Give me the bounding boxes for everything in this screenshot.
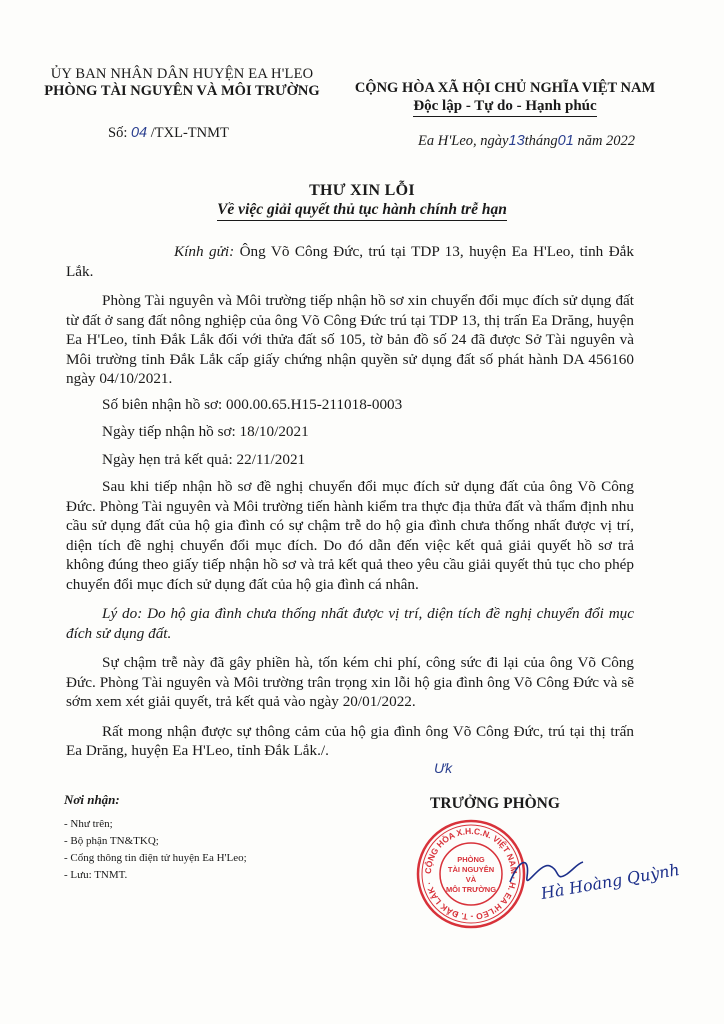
signer-name: Hà Hoàng Quỳnh [539, 859, 681, 904]
date-suffix: năm 2022 [573, 133, 636, 149]
paragraph-process: Sau khi tiếp nhận hồ sơ đề nghị chuyển đổi mục đích sử dụng đất của ông Võ Công Đức. Phòng Tài nguyên và Môi trường tiến hành kiểm tra thực địa thửa đất và thẩm định nhu cầu sử dụng đất của hộ gia đình có sự chậm trễ do hộ gia đình chưa thống nhất được vị trí, diện tích đề nghị chuyển đổi mục đích. Do đó dẫn đến việc kết quả giải quyết hồ sơ trả không đúng theo giấy tiếp nhận hồ sơ và trả kết quả theo yêu cầu giải quyết thủ tục cho phép chuyển đổi mục đích sử dụng đất của hộ gia đình cá nhân. [66, 478, 634, 593]
date-day-handwritten: 13 [508, 133, 525, 149]
agency-name: PHÒNG TÀI NGUYÊN VÀ MÔI TRƯỜNG [44, 83, 320, 99]
national-motto [340, 80, 670, 117]
paragraph-closing: Rất mong nhận được sự thông cảm của hộ gia đình ông Võ Công Đức, trú tại thị trấn Ea Drăng, huyện Ea H'Leo, tỉnh Đắk Lắk./. [66, 722, 634, 759]
motto: Độc lập - Tự do - Hạnh phúc [413, 98, 596, 117]
paragraph-due-date: Ngày hẹn trả kết quả: 22/11/2021 [102, 450, 306, 468]
letter-body [66, 242, 634, 761]
date-month-handwritten: 01 [557, 133, 574, 149]
recipient-item: - Lưu: TNMT. [64, 869, 128, 881]
seal-center-line: TÀI NGUYÊN [447, 865, 495, 874]
date-mid: tháng [524, 133, 558, 149]
paragraph-receipt-number: Số biên nhận hồ sơ: 000.00.65.H15-211018-0003 [102, 395, 403, 413]
paragraph-receipt: Phòng Tài nguyên và Môi trường tiếp nhận hồ sơ xin chuyển đổi mục đích sử dụng đất từ đất ở sang đất nông nghiệp của ông Võ Công Đức trú tại TDP 13, thị trấn Ea Drăng, huyện Ea H'Leo, tỉnh Đắk Lắk đối với thửa đất số 105, tờ bản đồ số 24 đã được Sở Tài nguyên và Môi trường tỉnh Đắk Lắk cấp giấy chứng nhận quyền sử dụng đất số phát hành DA 456160 ngày 04/10/2021. [66, 292, 634, 387]
document-number-handwritten: 04 [130, 125, 148, 141]
signature-block [400, 795, 590, 813]
country-name: CỘNG HÒA XÃ HỘI CHỦ NGHĨA VIỆT NAM [354, 80, 656, 96]
paragraph-apology: Sự chậm trễ này đã gây phiền hà, tốn kém chi phí, công sức đi lại của ông Võ Công Đức. Phòng Tài nguyên và Môi trường trân trọng xin lỗi hộ gia đình ông Võ Công Đức và sẽ sớm xem xét giải quyết, trả kết quả vào ngày 20/01/2022. [66, 654, 634, 710]
handwritten-initial: Ưk [434, 760, 453, 776]
date-prefix: Ea H'Leo, ngày [418, 133, 509, 149]
addressee [66, 242, 634, 281]
recipients-heading: Nơi nhận: [64, 792, 120, 807]
issuing-agency [22, 66, 342, 100]
recipient-item: - Như trên; [64, 818, 113, 830]
addressee-label: Kính gửi: [174, 243, 240, 260]
seal-center-line: VÀ [465, 875, 477, 884]
subtitle-text: Về việc giải quyết thủ tục hành chính trễ hạn [217, 201, 507, 221]
document-number-suffix: /TXL-TNMT [147, 125, 229, 141]
seal-ring-text: CỘNG HÒA X.H.C.N. VIỆT NAM · H. EA H'LEO - T. ĐẮK LẮK · [422, 825, 520, 923]
recipients-list [64, 816, 247, 884]
document-title: THƯ XIN LỖI [309, 182, 415, 199]
signer-role: TRƯỞNG PHÒNG [430, 795, 560, 812]
seal-center-line: MÔI TRƯỜNG [445, 885, 497, 894]
document-number-prefix: Số: [108, 125, 131, 141]
recipients-block [64, 792, 247, 884]
paragraph-reason: Lý do: Do hộ gia đình chưa thống nhất được vị trí, diện tích đề nghị chuyển đổi mục đích sử dụng đất. [66, 605, 634, 642]
document-date [418, 133, 635, 150]
agency-parent: ỦY BAN NHÂN DÂN HUYỆN EA H'LEO [50, 66, 314, 82]
document-number [108, 125, 229, 142]
seal-center-line: PHÒNG [457, 855, 485, 864]
recipient-item: - Cổng thông tin điện tử huyện Ea H'Leo; [64, 852, 247, 864]
recipient-item: - Bộ phận TN&TKQ; [64, 835, 159, 847]
document-subtitle [0, 201, 724, 221]
paragraph-receipt-date: Ngày tiếp nhận hồ sơ: 18/10/2021 [102, 423, 309, 440]
addressee-text: Ông Võ Công Đức, trú tại TDP 13, huyện Ea H'Leo, tỉnh Đắk Lắk. [66, 243, 634, 280]
